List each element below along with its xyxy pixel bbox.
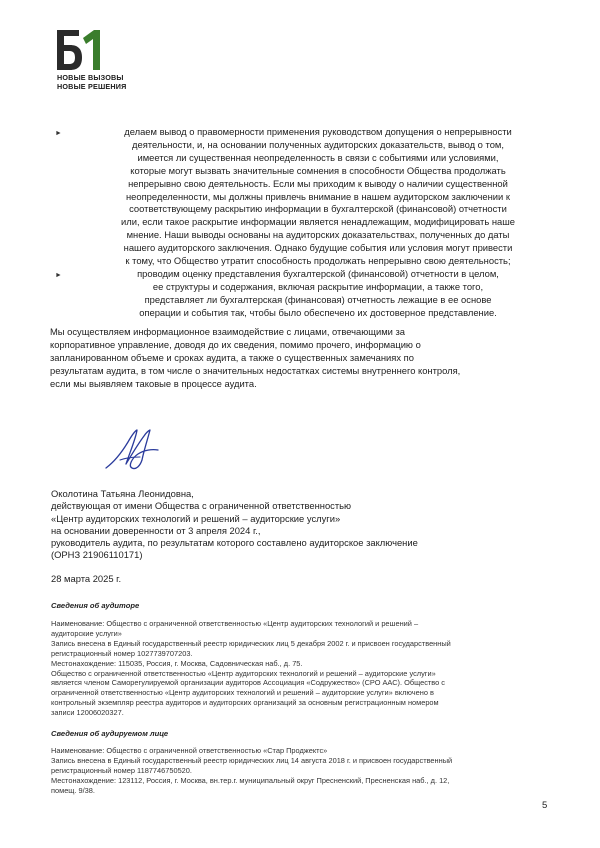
text-line: проводим оценку представления бухгалтерской (финансовой) отчетности в целом, [137,267,499,279]
text-line: имеется ли существенная неопределенность в связи с событиями или условиями, [137,151,499,163]
text-line: представляет ли бухгалтерская (финансовая) отчетность лежащие в ее основе [144,293,492,305]
text-line: на основании доверенности от 3 апреля 2024 г., [51,524,261,536]
text-line: контрольный экземпляр реестра аудиторов и аудиторских организаций за основным регистрационным номером [51,698,439,708]
logo-one-icon [79,30,101,70]
text-line: Местонахождение: 123112, Россия, г. Москва, вн.тер.г. муниципальный округ Пресненский, Пресненская наб., д. 12, [51,775,450,785]
signer-name: Околотина Татьяна Леонидовна, [51,488,194,499]
governance-paragraph [50,326,555,391]
bullet-item [55,268,555,320]
text-line: корпоративное управление, доводя до их сведения, помимо прочего, информацию о [50,338,421,350]
text-line: руководитель аудита, по результатам которого составлено аудиторское заключение [51,537,418,549]
text-line: является членом Саморегулируемой организации аудиторов Ассоциация «Содружество» (СРО ААС). Общество с [51,678,445,688]
text-line: деятельности, и, на основании полученных аудиторских доказательств, вывод о том, [132,138,504,150]
text-line: неопределенности, мы должны привлечь внимание в нашем аудиторском заключении к [125,190,510,202]
text-line: операции и события так, чтобы было обеспечено их достоверное представление. [139,306,497,318]
text-line: ее структуры и содержания, включая раскрытие информации, а также того, [152,280,484,292]
auditor-section-title: Сведения об аудиторе [51,601,140,610]
logo-mark-icon [57,30,101,70]
triangle-bullet-icon: ► [55,130,62,137]
page-number: 5 [542,800,548,811]
text-line: Запись внесена в Единый государственный реестр юридических лиц 5 декабря 2002 г. и присвоен государственный [51,638,451,648]
text-line: (ОРНЗ 21906110171) [51,549,143,561]
report-date: 28 марта 2025 г. [51,573,122,584]
text-line: регистрационный номер 1187746750520. [51,765,192,775]
audited-entity-section-title: Сведения об аудируемом лице [51,729,169,738]
logo-caption [57,73,127,91]
text-line: Наименование: Общество с ограниченной ответственностью «Центр аудиторских технологий и решений – [51,619,419,628]
text-line: которые могут вызвать значительные сомнения в способности Общества продолжать [130,164,506,176]
bullet-text [81,268,555,320]
text-line: «Центр аудиторских технологий и решений – аудиторские услуги» [51,512,341,524]
text-line: Запись внесена в Единый государственный реестр юридических лиц 14 августа 2018 г. и присвоен государственный [51,755,453,765]
logo-line-1: НОВЫЕ ВЫЗОВЫ [57,73,124,82]
text-line: действующая от имени Общества с ограниченной ответственностью [51,500,352,512]
text-line: соответствующему раскрытию информации в бухгалтерской (финансовой) отчетности [129,203,507,215]
text-line: к тому, что Общество утратит способность продолжать непрерывно свою деятельность; [125,255,511,267]
text-line: ограниченной ответственностью «Центр аудиторских технологий и решений – аудиторские услуги» включено в [51,688,434,698]
text-line: аудиторские услуги» [51,628,122,638]
bullet-list [55,126,555,320]
signer-block [51,488,551,562]
logo-line-2: НОВЫЕ РЕШЕНИЯ [57,82,127,91]
text-line: помещ. 9/38. [51,785,95,795]
text-line: непрерывно свою деятельность. Если мы приходим к выводу о наличии существенной [128,177,508,189]
text-line: записи 12006020327. [51,708,124,718]
auditor-details [51,619,556,718]
text-line: Мы осуществляем информационное взаимодействие с лицами, отвечающими за [50,326,405,337]
text-line: Общество с ограниченной ответственностью «Центр аудиторских технологий и решений – аудиторские услуги» [51,668,436,678]
handwritten-signature [102,422,162,478]
text-line: запланированном объеме и сроках аудита, а также о существенных замечаниях по [50,351,414,363]
audited-entity-details [51,746,556,796]
bullet-item [55,126,555,268]
text-line: регистрационный номер 1027739707203. [51,648,193,658]
text-line: нашего аудиторского заключения. Однако будущие события или условия могут привести [123,242,513,254]
company-logo [57,30,127,91]
text-line: Местонахождение: 115035, Россия, г. Москва, Садовническая наб., д. 75. [51,658,303,668]
text-line: делаем вывод о правомерности применения руководством допущения о непрерывности [124,126,512,137]
triangle-bullet-icon: ► [55,271,62,279]
text-line: Наименование: Общество с ограниченной ответственностью «Стар Проджектс» [51,746,328,755]
text-line: если мы выявляем таковые в процессе аудита. [50,377,257,389]
text-line: или, если такое раскрытие информации является ненадлежащим, модифицировать наше [121,216,515,228]
text-line: мнение. Наши выводы основаны на аудиторских доказательствах, полученных до даты [126,229,510,241]
bullet-text [81,126,555,268]
text-line: результатам аудита, в том числе о значительных недостатках системы внутреннего контроля, [50,364,461,376]
